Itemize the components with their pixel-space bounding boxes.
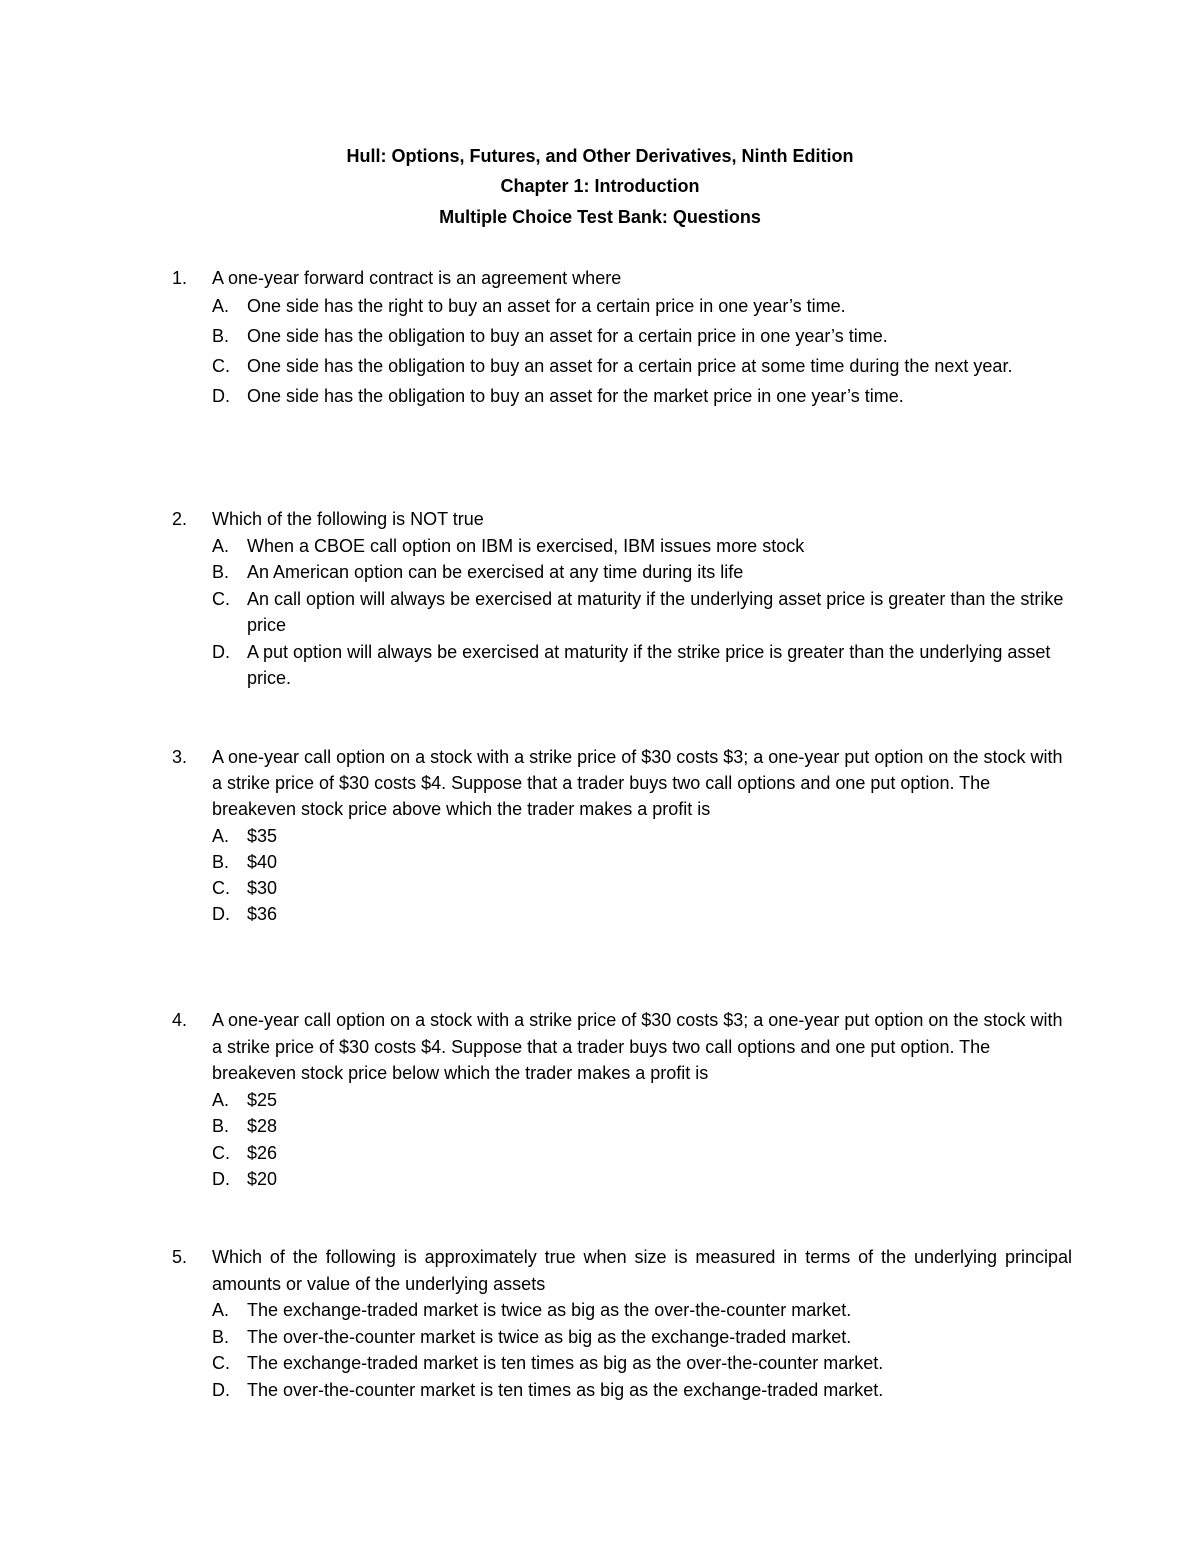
- option-text: $20: [247, 1169, 278, 1189]
- option-text: One side has the obligation to buy an asset for a certain price at some time during the next year.: [247, 356, 1013, 376]
- option-d: [212, 901, 1072, 927]
- option-letter: B.: [212, 1116, 230, 1136]
- option-text: The over-the-counter market is ten times as big as the exchange-traded market.: [247, 1379, 884, 1400]
- question-number: 5.: [172, 1247, 188, 1267]
- option-list: [212, 823, 1072, 928]
- option-text: $26: [247, 1142, 278, 1163]
- question-4: [172, 1007, 1072, 1193]
- option-letter: D.: [212, 1169, 230, 1189]
- option-b: [212, 1113, 1072, 1140]
- option-letter: C.: [212, 1142, 230, 1163]
- option-list: [212, 1087, 1072, 1193]
- option-letter: D.: [212, 904, 230, 925]
- option-list: [212, 1297, 1072, 1403]
- option-text: The exchange-traded market is twice as big as the over-the-counter market.: [247, 1300, 852, 1320]
- option-text: The over-the-counter market is twice as big as the exchange-traded market.: [247, 1326, 852, 1347]
- option-letter: A.: [212, 296, 230, 316]
- chapter-title: Chapter 1: Introduction: [500, 176, 700, 196]
- option-text: An American option can be exercised at any time during its life: [247, 562, 744, 582]
- option-letter: C.: [212, 878, 230, 899]
- question-text: A one-year call option on a stock with a strike price of $30 costs $3; a one-year put option on the stock with a strike price of $30 costs $4. Suppose that a trader buys two call options and one put option. The breakeven stock price below which the trader makes a profit is: [212, 1010, 1063, 1083]
- question-text: A one-year call option on a stock with a strike price of $30 costs $3; a one-year put option on the stock with a strike price of $30 costs $4. Suppose that a trader buys two call options and one put option. The breakeven stock price above which the trader makes a profit is: [212, 747, 1063, 820]
- option-text: $28: [247, 1116, 278, 1136]
- option-c: [212, 586, 1072, 639]
- option-letter: A.: [212, 1089, 230, 1110]
- option-c: [212, 351, 1072, 381]
- option-letter: B.: [212, 1326, 230, 1347]
- question-number: 3.: [172, 747, 188, 767]
- option-text: $36: [247, 904, 278, 925]
- question-stem: [172, 1007, 1072, 1087]
- question-5: [172, 1244, 1072, 1403]
- question-2: [172, 506, 1072, 692]
- option-text: When a CBOE call option on IBM is exercised, IBM issues more stock: [247, 535, 805, 556]
- question-1: [172, 265, 1072, 411]
- option-c: [212, 1140, 1072, 1167]
- option-text: $35: [247, 825, 278, 846]
- question-text: Which of the following is NOT true: [212, 509, 484, 529]
- option-c: [212, 1350, 1072, 1377]
- question-number: 2.: [172, 509, 188, 529]
- option-a: [212, 1297, 1072, 1324]
- option-letter: B.: [212, 326, 230, 346]
- option-letter: B.: [212, 562, 230, 582]
- section-title: Multiple Choice Test Bank: Questions: [439, 207, 761, 227]
- option-text: A put option will always be exercised at maturity if the strike price is greater than the underlying asset price.: [247, 641, 1051, 688]
- question-text: A one-year forward contract is an agreement where: [212, 268, 622, 288]
- option-a: [212, 533, 1072, 560]
- option-letter: A.: [212, 825, 230, 846]
- option-letter: A.: [212, 535, 230, 556]
- option-text: $40: [247, 851, 278, 872]
- option-text: One side has the obligation to buy an asset for the market price in one year’s time.: [247, 386, 904, 406]
- option-b: [212, 559, 1072, 586]
- option-b: [212, 1324, 1072, 1351]
- document-title: Hull: Options, Futures, and Other Derivatives, Ninth Edition: [346, 146, 854, 166]
- question-number: 4.: [172, 1010, 188, 1030]
- option-d: [212, 1377, 1072, 1404]
- question-stem: [172, 744, 1072, 823]
- option-letter: D.: [212, 1379, 230, 1400]
- question-number: 1.: [172, 268, 188, 288]
- option-c: [212, 875, 1072, 901]
- option-a: [212, 823, 1072, 849]
- option-text: One side has the obligation to buy an asset for a certain price in one year’s time.: [247, 326, 888, 346]
- option-b: [212, 849, 1072, 875]
- option-letter: C.: [212, 588, 230, 609]
- question-stem: [172, 506, 1072, 533]
- option-letter: B.: [212, 851, 230, 872]
- question-3: [172, 744, 1072, 927]
- option-list: [212, 533, 1072, 692]
- option-text: One side has the right to buy an asset for a certain price in one year’s time.: [247, 296, 846, 316]
- option-letter: D.: [212, 641, 230, 662]
- option-text: An call option will always be exercised at maturity if the underlying asset price is greater than the strike price: [247, 588, 1064, 635]
- option-a: [212, 291, 1072, 321]
- question-text: Which of the following is approximately true when size is measured in terms of the underlying principal amounts or value of the underlying assets: [212, 1247, 1072, 1294]
- option-a: [212, 1087, 1072, 1114]
- option-letter: A.: [212, 1300, 230, 1320]
- option-text: The exchange-traded market is ten times as big as the over-the-counter market.: [247, 1353, 884, 1373]
- option-d: [212, 639, 1072, 692]
- option-d: [212, 381, 1072, 411]
- option-b: [212, 321, 1072, 351]
- option-d: [212, 1166, 1072, 1193]
- option-text: $25: [247, 1089, 278, 1110]
- option-letter: C.: [212, 356, 230, 376]
- option-list: [212, 291, 1072, 411]
- question-stem: [172, 1244, 1072, 1297]
- question-stem: [172, 265, 1072, 291]
- option-letter: C.: [212, 1353, 230, 1373]
- option-text: $30: [247, 878, 278, 899]
- option-letter: D.: [212, 386, 230, 406]
